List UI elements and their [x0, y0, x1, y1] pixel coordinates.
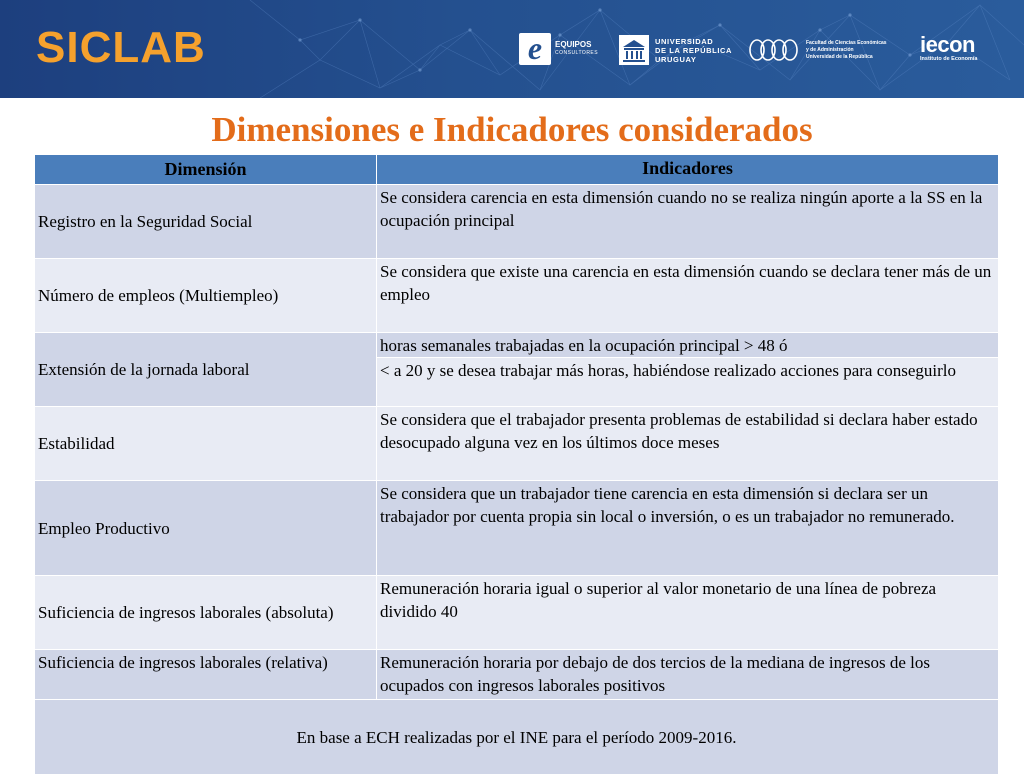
indicator-cell: Remuneración horaria igual o superior al valor monetario de una línea de pobreza dividido 40 — [377, 576, 998, 649]
indicator-subcell-b: < a 20 y se desea trabajar más horas, habiéndose realizado acciones para conseguirlo — [377, 358, 998, 406]
table-row — [35, 481, 998, 576]
udelar-line2: DE LA REPÚBLICA — [655, 45, 733, 55]
fcea-line1: Facultad de Ciencias Económicas — [806, 39, 887, 46]
iecon-logo — [920, 34, 977, 63]
header-banner — [0, 0, 1024, 98]
equipos-logo-line1: EQUIPOS — [555, 40, 592, 49]
udelar-line3: URUGUAY — [655, 54, 697, 64]
indicator-cell: Se considera que un trabajador tiene carencia en esta dimensión si declara ser un trabajador por cuenta propia sin local o inversión, o es un trabajador no remunerado. — [377, 481, 998, 575]
table-row — [35, 333, 998, 407]
iecon-sub: Instituto de Economía — [920, 56, 978, 62]
fcea-logo — [749, 38, 887, 62]
dimension-cell: Empleo Productivo — [35, 481, 377, 575]
indicator-cell: Se considera carencia en esta dimensión cuando no se realiza ningún aporte a la SS en la ocupación principal — [377, 185, 998, 258]
university-building-icon — [619, 35, 649, 65]
dimension-cell: Extensión de la jornada laboral — [35, 333, 377, 406]
slide-title: Dimensiones e Indicadores considerados — [211, 110, 813, 149]
table-source-note: En base a ECH realizadas por el INE para el período 2009-2016. — [35, 700, 998, 774]
table-row — [35, 576, 998, 650]
equipos-e-icon: e — [519, 33, 551, 65]
iecon-word: iecon — [920, 32, 975, 57]
table-header-row — [35, 155, 998, 185]
dimension-cell: Número de empleos (Multiempleo) — [35, 259, 377, 332]
dimension-cell: Registro en la Seguridad Social — [35, 185, 377, 258]
dimension-cell: Suficiencia de ingresos laborales (absoluta) — [35, 576, 377, 649]
dimension-cell: Suficiencia de ingresos laborales (relativa) — [35, 650, 377, 699]
fcea-line2: y de Administración — [806, 46, 854, 53]
equipos-consultores-logo — [519, 30, 599, 66]
indicator-cell: Remuneración horaria por debajo de dos tercios de la mediana de ingresos de los ocupados con ingresos laborales positivos — [377, 650, 998, 699]
dimensions-table — [35, 155, 998, 774]
dimension-cell: Estabilidad — [35, 407, 377, 480]
header-dimension: Dimensión — [35, 155, 377, 184]
siclab-brand: SICLAB — [36, 23, 206, 72]
fcea-line3: Universidad de la República — [806, 53, 873, 60]
equipos-logo-line2: CONSULTORES — [555, 50, 599, 56]
indicator-subcell-a: horas semanales trabajadas en la ocupación principal > 48 ó — [377, 333, 998, 358]
table-row — [35, 650, 998, 700]
indicator-cell: Se considera que existe una carencia en esta dimensión cuando se declara tener más de un empleo — [377, 259, 998, 332]
table-row — [35, 259, 998, 333]
fcea-rings-icon — [749, 38, 801, 62]
indicator-cell-split — [377, 333, 998, 406]
udelar-line1: UNIVERSIDAD — [655, 36, 714, 46]
udelar-logo — [619, 35, 732, 65]
table-row — [35, 185, 998, 259]
header-indicators: Indicadores — [377, 155, 998, 184]
table-row — [35, 407, 998, 481]
indicator-cell: Se considera que el trabajador presenta problemas de estabilidad si declara haber estado desocupado alguna vez en los últimos doce meses — [377, 407, 998, 480]
